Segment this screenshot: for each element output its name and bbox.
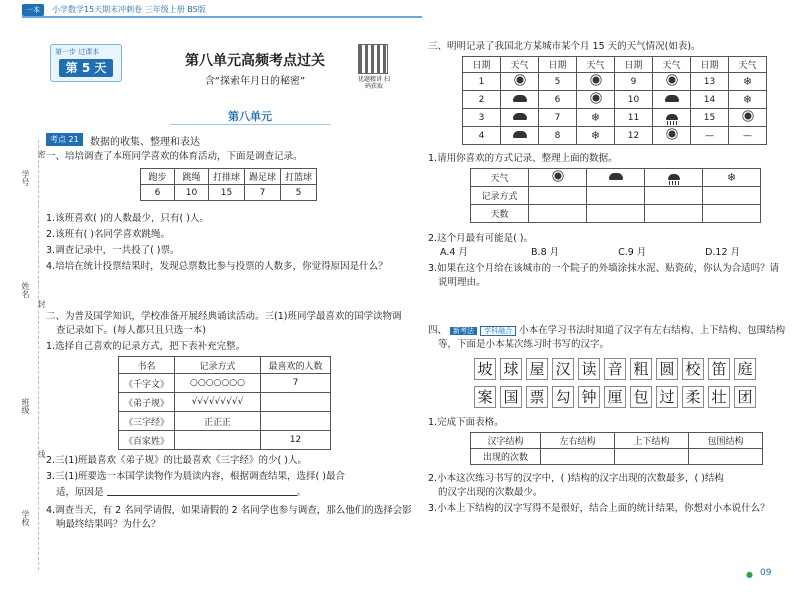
q2-header: 记录方式: [175, 357, 261, 374]
character-cell: 勾: [552, 386, 574, 408]
q2-count: 7: [261, 374, 331, 393]
unit-title: 第八单元: [170, 108, 330, 125]
tally-header: [529, 169, 587, 187]
q2-record[interactable]: [175, 431, 261, 450]
weather-cell: [653, 127, 691, 145]
tally-row-label: 天数: [471, 205, 529, 223]
weather-table: [462, 56, 767, 145]
q2-sub2: 2.三(1)班最喜欢《弟子规》的比最喜欢《三字经》的少( )人。: [46, 455, 307, 466]
q1-value: 7: [245, 185, 281, 201]
character-cell: 包: [630, 386, 652, 408]
weather-cell: [729, 73, 767, 91]
weather-date: 7: [539, 109, 577, 127]
weather-date: 10: [615, 91, 653, 109]
sun-icon: [668, 77, 675, 84]
weather-date: 12: [615, 127, 653, 145]
weather-cell: [729, 127, 767, 145]
character-cell: 钟: [578, 386, 600, 408]
weather-cell: [729, 91, 767, 109]
structure-header: 上下结构: [615, 433, 689, 449]
character-cell: 过: [656, 386, 678, 408]
character-cell: 国: [500, 386, 522, 408]
q2-sub4-a: 4.调查当天，有 2 名同学请假，如果请假的 2 名同学也参与调查，那么他们的选择会影: [46, 505, 412, 516]
cloudy-icon: [513, 113, 527, 120]
kaodian-tag: 考点 21: [46, 133, 83, 146]
q3-sub3-b: 说明理由。: [438, 277, 486, 288]
q4-intro-2: 等，下面是小本某次练习时书写的汉字。: [438, 339, 610, 350]
option-a[interactable]: A.4 月: [440, 247, 468, 258]
q4-intro-1: [428, 324, 785, 338]
tally-input-cell[interactable]: [703, 205, 761, 223]
snow-icon: ❄: [590, 110, 601, 124]
answer-line[interactable]: [107, 486, 297, 496]
weather-header: 日期: [539, 57, 577, 73]
day-label: 第 5 天: [59, 59, 113, 77]
option-c[interactable]: C.9 月: [618, 247, 647, 258]
rain-icon: [666, 114, 678, 120]
q2-count: 12: [261, 431, 331, 450]
weather-date: 11: [615, 109, 653, 127]
side-label-name: 姓名: [21, 282, 30, 298]
q1-sub2: 2.该班有( )名同学喜欢跳绳。: [46, 229, 170, 240]
weather-header: 天气: [577, 57, 615, 73]
character-cell: 圆: [656, 358, 678, 380]
character-cell: 笛: [708, 358, 730, 380]
step-badge: [50, 44, 122, 82]
q2-sub1: 1.选择自己喜欢的记录方式，把下表补充完整。: [46, 341, 246, 352]
q1-intro: 一、培培调查了本班同学喜欢的体育活动，下面是调查记录。: [46, 151, 303, 162]
q2-sub3-b: 适，原因是 。: [56, 487, 307, 498]
snow-icon: ❄: [742, 92, 753, 106]
q1-value: 6: [141, 185, 175, 201]
sun-icon: [592, 95, 599, 102]
q3-intro: 三、明明记录了我国北方某城市某个月 15 天的天气情况(如表)。: [428, 41, 701, 52]
sun-icon: [668, 131, 675, 138]
q1-table: [140, 168, 317, 201]
structure-table: [470, 432, 763, 465]
weather-date: 3: [463, 109, 501, 127]
kaodian-title: 数据的收集、整理和表达: [90, 137, 200, 148]
weather-cell: [653, 73, 691, 91]
structure-header: 包围结构: [689, 433, 763, 449]
weather-date: 1: [463, 73, 501, 91]
q4-prefix: 四、: [428, 325, 448, 336]
q1-sub1: 1.该班喜欢( )的人数最少，只有( )人。: [46, 213, 209, 224]
tally-header: [703, 169, 761, 187]
cloudy-icon: [665, 95, 679, 102]
q3-sub1: 1.请用你喜欢的方式记录、整理上面的数据。: [428, 153, 618, 164]
q2-record: √√√√√√√√√: [175, 393, 261, 412]
binding-line: [38, 140, 39, 570]
character-cell: 壮: [708, 386, 730, 408]
step-label: 第一步 过课本: [55, 48, 100, 56]
weather-cell: [653, 91, 691, 109]
q1-value: 10: [175, 185, 209, 201]
q2-book: 《千字文》: [119, 374, 175, 393]
weather-date: 14: [691, 91, 729, 109]
weather-cell: [501, 73, 539, 91]
weather-header: 日期: [463, 57, 501, 73]
character-cell: 案: [474, 386, 496, 408]
character-cell: 厘: [604, 386, 626, 408]
tally-input-cell[interactable]: [645, 205, 703, 223]
q2-book: 《弟子规》: [119, 393, 175, 412]
q2-sub4-b: 响最终结果吗？为什么？: [56, 519, 161, 530]
side-mark-seal: 密: [37, 150, 46, 158]
structure-count[interactable]: [615, 449, 689, 465]
character-cell: 球: [500, 358, 522, 380]
page-title: 第八单元高频考点过关: [185, 53, 325, 69]
character-cell: 庭: [734, 358, 756, 380]
weather-cell: [577, 127, 615, 145]
new-method-tag: 新考法: [450, 327, 477, 335]
tally-input-cell[interactable]: [645, 187, 703, 205]
cloudy-icon: [513, 95, 527, 102]
q1-header: 跳绳: [175, 169, 209, 185]
character-cell: 柔: [682, 386, 704, 408]
weather-date: 2: [463, 91, 501, 109]
q2-intro-2: 查记录如下。(每人都只且只选一本): [56, 325, 206, 336]
character-cell: 汉: [552, 358, 574, 380]
q4-sub2-a: 2.小本这次练习书写的汉字中，( )结构的汉字出现的次数最多，( )结构: [428, 473, 724, 484]
weather-header: 日期: [615, 57, 653, 73]
weather-header: 天气: [729, 57, 767, 73]
weather-header: 日期: [691, 57, 729, 73]
structure-count[interactable]: [541, 449, 615, 465]
character-cell: 音: [604, 358, 626, 380]
q1-value: 5: [281, 185, 317, 201]
weather-cell: [577, 73, 615, 91]
side-label-class: 班级: [21, 398, 30, 414]
structure-header: 汉字结构: [471, 433, 541, 449]
sun-icon: [516, 77, 523, 84]
side-mark-seal-2: 封: [37, 300, 46, 308]
weather-cell: [653, 109, 691, 127]
q4-sub2-b: 的汉字出现的次数最少。: [438, 487, 543, 498]
weather-date: 8: [539, 127, 577, 145]
weather-date: 6: [539, 91, 577, 109]
q2-intro-1: 二、为普及国学知识，学校准备开展经典诵读活动。三(1)班同学最喜欢的国学读物调: [46, 311, 402, 322]
weather-header: 天气: [653, 57, 691, 73]
character-cell: 团: [734, 386, 756, 408]
weather-cell: [501, 127, 539, 145]
sun-icon: [592, 77, 599, 84]
qr-code-icon[interactable]: [358, 44, 388, 74]
q2-sub3-b-text: 适，原因是: [56, 487, 104, 498]
q2-header: 书名: [119, 357, 175, 374]
tally-input-cell[interactable]: [529, 205, 587, 223]
character-cell: 票: [526, 386, 548, 408]
series-tag: 一本: [22, 4, 44, 16]
character-cell: 校: [682, 358, 704, 380]
weather-cell: [577, 109, 615, 127]
tally-input-cell[interactable]: [703, 187, 761, 205]
weather-date: 5: [539, 73, 577, 91]
sun-icon: [744, 113, 751, 120]
weather-date: 4: [463, 127, 501, 145]
tally-header: [587, 169, 645, 187]
weather-cell: [577, 91, 615, 109]
snow-icon: ❄: [590, 128, 601, 142]
character-cell: 坡: [474, 358, 496, 380]
page-subtitle: 含“探索年月日的秘密”: [204, 76, 306, 87]
weather-tally-table: [470, 168, 761, 223]
book-title: 小学数学15天期末冲刺卷 三年级上册 BS版: [52, 5, 206, 14]
q4-sub1: 1.完成下面表格。: [428, 417, 504, 428]
q3-sub2: 2.这个月最有可能是( )。: [428, 233, 533, 244]
page-marker-icon: ●: [746, 570, 753, 579]
side-label-school: 学校: [21, 510, 30, 526]
tally-input-cell[interactable]: [587, 187, 645, 205]
tally-row-label: 记录方式: [471, 187, 529, 205]
dash-text: —: [743, 130, 752, 141]
q2-count[interactable]: [261, 393, 331, 412]
q2-record: 正正正: [175, 412, 261, 431]
weather-header: 天气: [501, 57, 539, 73]
tally-input-cell[interactable]: [529, 187, 587, 205]
cloudy-icon: [513, 131, 527, 138]
snow-icon: ❄: [726, 170, 737, 184]
q2-book: 《三字经》: [119, 412, 175, 431]
q1-sub4: 4.培培在统计投票结果时，发现总票数比参与投票的人数多，你觉得原因是什么？: [46, 261, 388, 272]
structure-count[interactable]: [689, 449, 763, 465]
q1-sub3: 3.调查记录中，一共投了( )票。: [46, 245, 180, 256]
q2-book: 《百家姓》: [119, 431, 175, 450]
tally-input-cell[interactable]: [587, 205, 645, 223]
q2-header: 最喜欢的人数: [261, 357, 331, 374]
cross-subject-tag: 学科融合: [480, 326, 516, 336]
snow-icon: ❄: [742, 74, 753, 88]
character-cell: 读: [578, 358, 600, 380]
tally-header: [645, 169, 703, 187]
q4-intro-text: 小本在学习书法时知道了汉字有左右结构、上下结构、包围结构: [519, 325, 786, 336]
character-cell: 粗: [630, 358, 652, 380]
q1-header: 打排球: [209, 169, 245, 185]
tally-row-label: 天气: [471, 169, 529, 187]
q2-count[interactable]: [261, 412, 331, 431]
q3-options: [440, 246, 765, 259]
q1-header: 打篮球: [281, 169, 317, 185]
option-d[interactable]: D.12 月: [705, 247, 741, 258]
weather-date: 15: [691, 109, 729, 127]
weather-cell: [729, 109, 767, 127]
q4-sub3: 3.小本上下结构的汉字写得不是很好，结合上面的统计结果，你想对小本说什么？: [428, 503, 770, 514]
q2-table: [118, 356, 331, 450]
structure-row-label: 出现的次数: [471, 449, 541, 465]
q3-sub3-a: 3.如果在这个月给在该城市的一个院子的外墙涂抹水泥、贴瓷砖，你认为合适吗？请: [428, 263, 780, 274]
q1-header: 踢足球: [245, 169, 281, 185]
q1-header: 跑步: [141, 169, 175, 185]
weather-date: 9: [615, 73, 653, 91]
qr-caption: 优题精讲 扫码获取: [358, 76, 390, 90]
weather-date: —: [691, 127, 729, 145]
q2-record: ○○○○○○○: [175, 374, 261, 393]
option-b[interactable]: B.8 月: [531, 247, 560, 258]
sun-icon: [554, 173, 561, 180]
side-mark-line: 线: [37, 450, 46, 458]
side-label-student-id: 学号: [21, 170, 30, 186]
weather-date: 13: [691, 73, 729, 91]
q2-sub3-a: 3.三(1)班要选一本国学读物作为晨读内容，根据调查结果，选择( )最合: [46, 471, 345, 482]
weather-cell: [501, 109, 539, 127]
cloudy-icon: [609, 173, 623, 180]
rain-icon: [668, 174, 680, 180]
structure-header: 左右结构: [541, 433, 615, 449]
header-rule: [22, 16, 422, 18]
q1-value: 15: [209, 185, 245, 201]
character-cell: 屋: [526, 358, 548, 380]
page-number: 09: [760, 568, 772, 578]
weather-cell: [501, 91, 539, 109]
